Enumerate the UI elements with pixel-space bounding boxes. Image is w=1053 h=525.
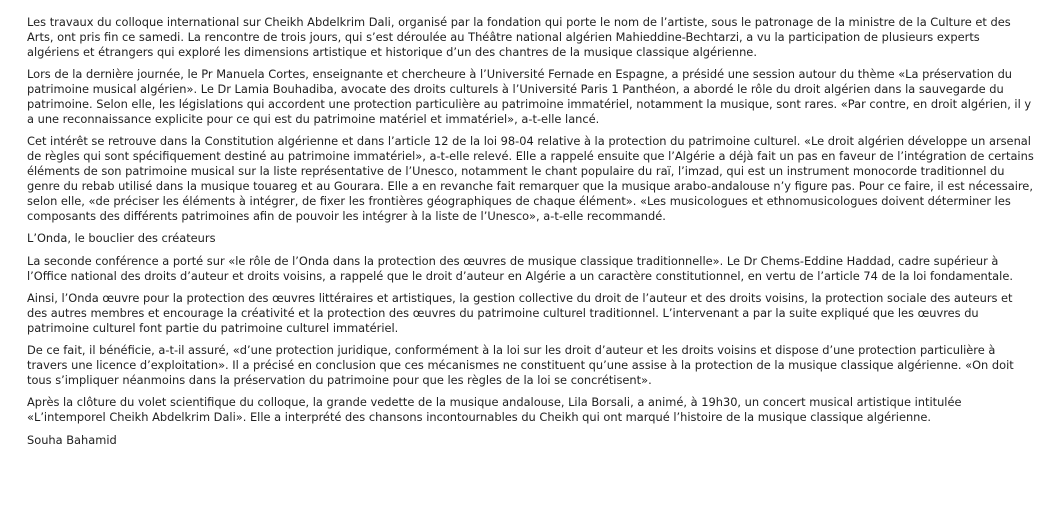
article-subheading: L’Onda, le bouclier des créateurs xyxy=(27,231,216,246)
article-paragraph-concert: Après la clôture du volet scientifique du colloque, la grande vedette de la musique andalouse, Lila Borsali, a animé, à 19h30, un concert musical artistique intitulée «L’intemporel Cheikh Abdelkrim Dali». Elle a interprété des chansons incontournables du Cheikh qui ont marqué l’histoire de la musique classique algérienne. xyxy=(27,395,962,425)
article-paragraph-onda-mission: Ainsi, l’Onda œuvre pour la protection des œuvres littéraires et artistiques, la gestion collective du droit de l’auteur et des droits voisins, la protection sociale des auteurs et des autres membres et encourage la créativité et la protection des œuvres du patrimoine culturel traditionnel. L’intervenant a par la suite expliqué que les œuvres du patrimoine culturel font partie du patrimoine culturel immatériel. xyxy=(27,291,1013,335)
article-paragraph-constitution: Cet intérêt se retrouve dans la Constitution algérienne et dans l’article 12 de la loi 98-04 relative à la protection du patrimoine culturel. «Le droit algérien développe un arsenal de règles qui sont spécifiquement destiné au patrimoine immatériel», a-t-elle relevé. Elle a rappelé ensuite que l’Algérie a déjà fait un pas en faveur de l’intégration de certains éléments de son patrimoine musical sur la liste représentative de l’Unesco, notamment le chant populaire du raï, l’imzad, qui est un instrument monocorde traditionnel du genre du rebab utilisé dans la musique touareg et au Gourara. Elle a en revanche fait remarquer que la musique arabo-andalouse n’y figure pas. Pour ce faire, il est nécessaire, selon elle, «de préciser les éléments à intégrer, de fixer les frontières géographiques de chaque élément». «Les musicologues et ethnomusicologues doivent déterminer les composants des différents patrimoines afin de pouvoir les intégrer à la liste de l’Unesco», a-t-elle recommandé. xyxy=(27,134,1034,223)
article-paragraph-intro: Les travaux du colloque international sur Cheikh Abdelkrim Dali, organisé par la fondation qui porte le nom de l’artiste, sous le patronage de la ministre de la Culture et des Arts, ont pris fin ce samedi. La rencontre de trois jours, qui s’est déroulée au Théâtre national algérien Mahieddine-Bechtarzi, a vu la participation de plusieurs experts algériens et étrangers qui exploré les dimensions artistique et historique d’un des chantres de la musique classique algérienne. xyxy=(27,15,1011,59)
article-paragraph-onda-conference: La seconde conférence a porté sur «le rôle de l’Onda dans la protection des œuvres de musique classique traditionnelle». Le Dr Chems-Eddine Haddad, cadre supérieur à l’Office national des droits d’auteur et droits voisins, a rappelé que le droit d’auteur en Algérie a un caractère constitutionnel, en vertu de l’article 74 de la loi fondamentale. xyxy=(27,253,1013,283)
article-paragraph-legal-protection: De ce fait, il bénéficie, a-t-il assuré, «d’une protection juridique, conformément à la loi sur les droit d’auteur et les droits voisins et dispose d’une protection particulière à travers une licence d’exploitation». Il a précisé en conclusion que ces mécanismes ne constituent qu’une assise à la protection de la musique classique algérienne. «On doit tous s’impliquer néanmoins dans la préservation du patrimoine pour que les règles de la loi se concrétisent». xyxy=(27,343,1014,388)
article-author: Souha Bahamid xyxy=(27,432,117,447)
article-paragraph-cortes-session: Lors de la dernière journée, le Pr Manuela Cortes, enseignante et chercheure à l’Université Fernade en Espagne, a présidé une session autour du thème «La préservation du patrimoine musical algérien». Le Dr Lamia Bouhadiba, avocate des droits culturels à l’Université Paris 1 Panthéon, a abordé le rôle du droit algérien dans la sauvegarde du patrimoine. Selon elle, les législations qui accordent une protection particulière au patrimoine immatériel, notamment la musique, sont rares. «Par contre, en droit algérien, il y a une reconnaissance explicite pour ce qui est du patrimoine matériel et immatériel», a-t-elle lancé. xyxy=(27,67,1032,126)
